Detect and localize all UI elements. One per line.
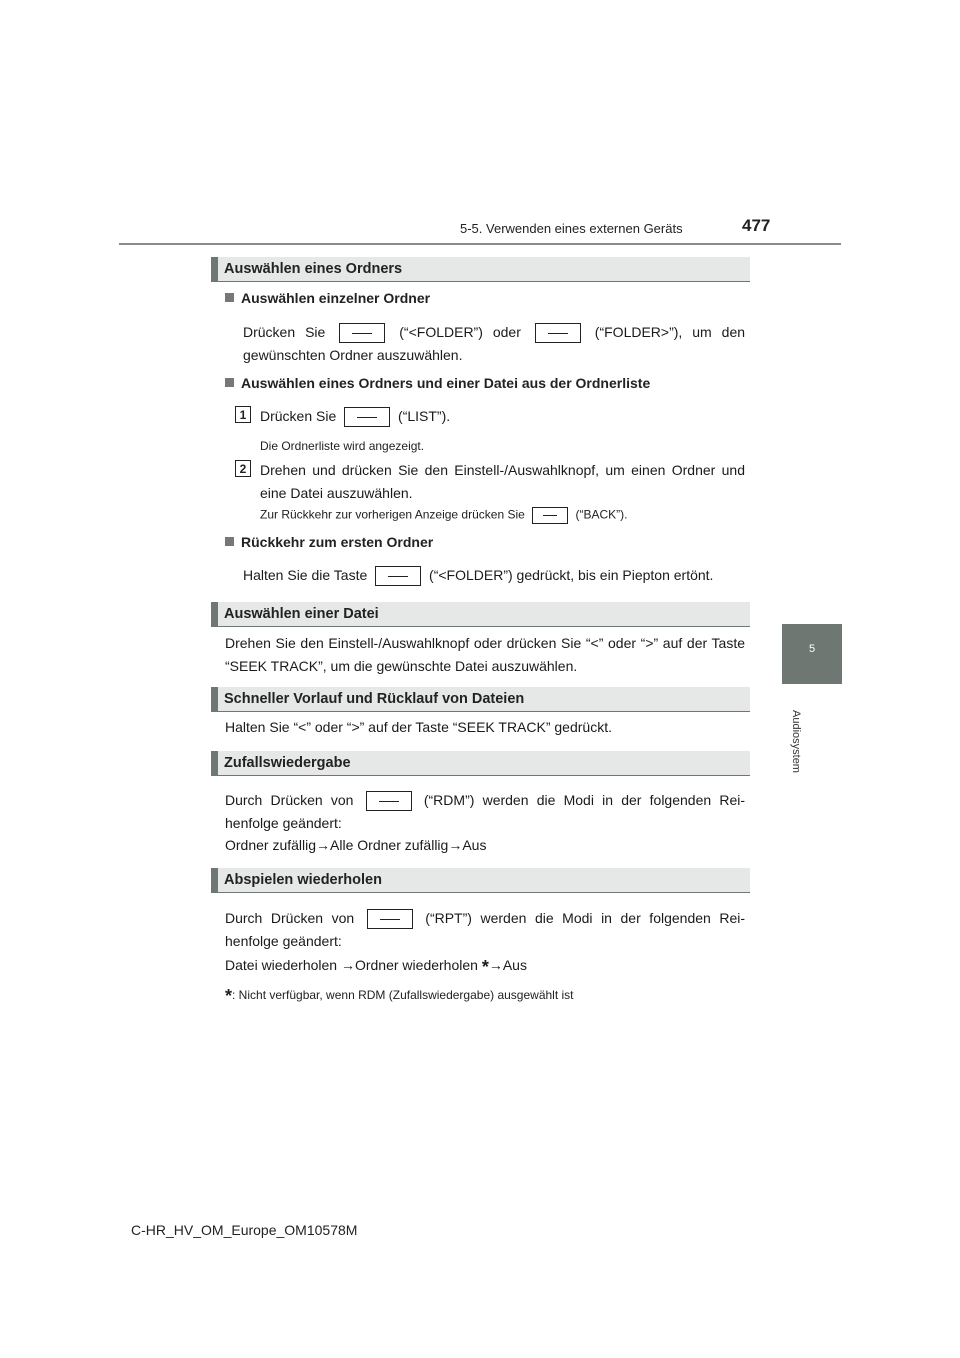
step-2-note — [260, 507, 627, 524]
step-1-note: Die Ordnerliste wird angezeigt. — [260, 439, 425, 453]
chapter-tab — [782, 624, 842, 684]
step-2-text: Drehen und drücken Sie den Einstell-/Auswahlknopf, um einen Ordner und eine Datei auszuwählen. — [260, 462, 745, 501]
section-title-fast: Schneller Vorlauf und Rücklauf von Dateien — [211, 687, 750, 712]
square-bullet-icon — [225, 378, 234, 387]
rpt-button-icon — [367, 909, 413, 929]
mode-label: Datei wiederholen — [225, 957, 341, 973]
square-bullet-icon — [225, 293, 234, 302]
section-title-random: Zufallswiedergabe — [211, 751, 750, 776]
mode-label: Aus — [462, 837, 487, 853]
paragraph-first-folder — [243, 564, 745, 587]
paragraph-repeat — [225, 907, 745, 953]
subheading-folder-list — [225, 375, 650, 391]
header-rule — [119, 243, 841, 245]
repeat-sequence — [225, 954, 745, 979]
back-button-icon — [532, 507, 568, 524]
step-1-text — [260, 405, 745, 428]
section-title-folder: Auswählen eines Ordners — [211, 257, 750, 282]
text-fragment: Durch Drücken von — [225, 910, 355, 926]
step-badge-2: 2 — [235, 460, 251, 477]
arrow-right-icon: → — [316, 837, 331, 853]
arrow-right-icon: → — [340, 957, 355, 973]
arrow-right-icon: → — [448, 837, 463, 853]
page-number: 477 — [742, 216, 771, 235]
chapter-label: Audiosystem — [790, 710, 802, 773]
text-fragment: Zur Rückkehr zur vorherigen Anzeige drücken Sie — [260, 507, 525, 522]
mode-label: Ordner zufällig — [225, 837, 317, 853]
chapter-number: 5 — [808, 643, 816, 655]
text-fragment: Durch Drücken von — [225, 792, 354, 808]
subheading-text: Rückkehr zum ersten Ordner — [241, 534, 434, 550]
text-fragment: (“RPT”) werden die Modi in der folgenden Rei-henfolge geändert: — [225, 910, 746, 949]
mode-label: Aus — [502, 957, 527, 973]
text-fragment: (“<FOLDER”) gedrückt, bis ein Piepton ertönt. — [429, 567, 714, 583]
random-sequence — [225, 834, 745, 857]
subheading-first-folder — [225, 534, 433, 550]
folder-prev-button-icon — [339, 323, 385, 343]
text-fragment: (“BACK”). — [575, 507, 628, 522]
rdm-button-icon — [366, 791, 412, 811]
footnote-text: : Nicht verfügbar, wenn RDM (Zufallswiedergabe) ausgewählt ist — [232, 988, 574, 1002]
step-badge-1: 1 — [235, 406, 251, 423]
asterisk-icon: * — [481, 957, 489, 977]
text-fragment: (“<FOLDER”) oder — [399, 324, 521, 340]
document-code: C-HR_HV_OM_Europe_OM10578M — [131, 1222, 358, 1238]
paragraph-random — [225, 789, 745, 835]
paragraph-fast: Halten Sie “<” oder “>” auf der Taste “SEEK TRACK” gedrückt. — [225, 719, 612, 735]
asterisk-icon: * — [225, 986, 233, 1006]
paragraph-file: Drehen Sie den Einstell-/Auswahlknopf oder drücken Sie “<” oder “>” auf der Taste “SEEK TRACK”, um die gewünschte Datei auszuwählen. — [225, 635, 745, 674]
text-fragment: (“FOLDER>”), um den gewünschten Ordner auszuwählen. — [243, 324, 746, 363]
list-button-icon — [344, 407, 390, 427]
footnote — [225, 986, 574, 1007]
text-fragment: (“RDM”) werden die Modi in der folgenden Rei-henfolge geändert: — [225, 792, 746, 831]
section-title-repeat: Abspielen wiederholen — [211, 868, 750, 893]
folder-next-button-icon — [535, 323, 581, 343]
text-fragment: Halten Sie die Taste — [243, 567, 368, 583]
running-header: 5-5. Verwenden eines externen Geräts — [460, 221, 683, 236]
mode-label: Ordner wiederholen — [354, 957, 482, 973]
subheading-text: Auswählen eines Ordners und einer Datei aus der Ordnerliste — [241, 375, 651, 391]
text-fragment: (“LIST”). — [398, 408, 451, 424]
subheading-text: Auswählen einzelner Ordner — [241, 290, 431, 306]
folder-prev-button-icon — [375, 566, 421, 586]
section-title-file: Auswählen einer Datei — [211, 602, 750, 627]
text-fragment: Drücken Sie — [260, 408, 337, 424]
text-fragment: Drücken Sie — [243, 324, 326, 340]
paragraph-single-folder — [243, 321, 745, 367]
square-bullet-icon — [225, 537, 234, 546]
mode-label: Alle Ordner zufällig — [330, 837, 449, 853]
arrow-right-icon: → — [488, 957, 503, 973]
subheading-single-folder — [225, 290, 430, 306]
